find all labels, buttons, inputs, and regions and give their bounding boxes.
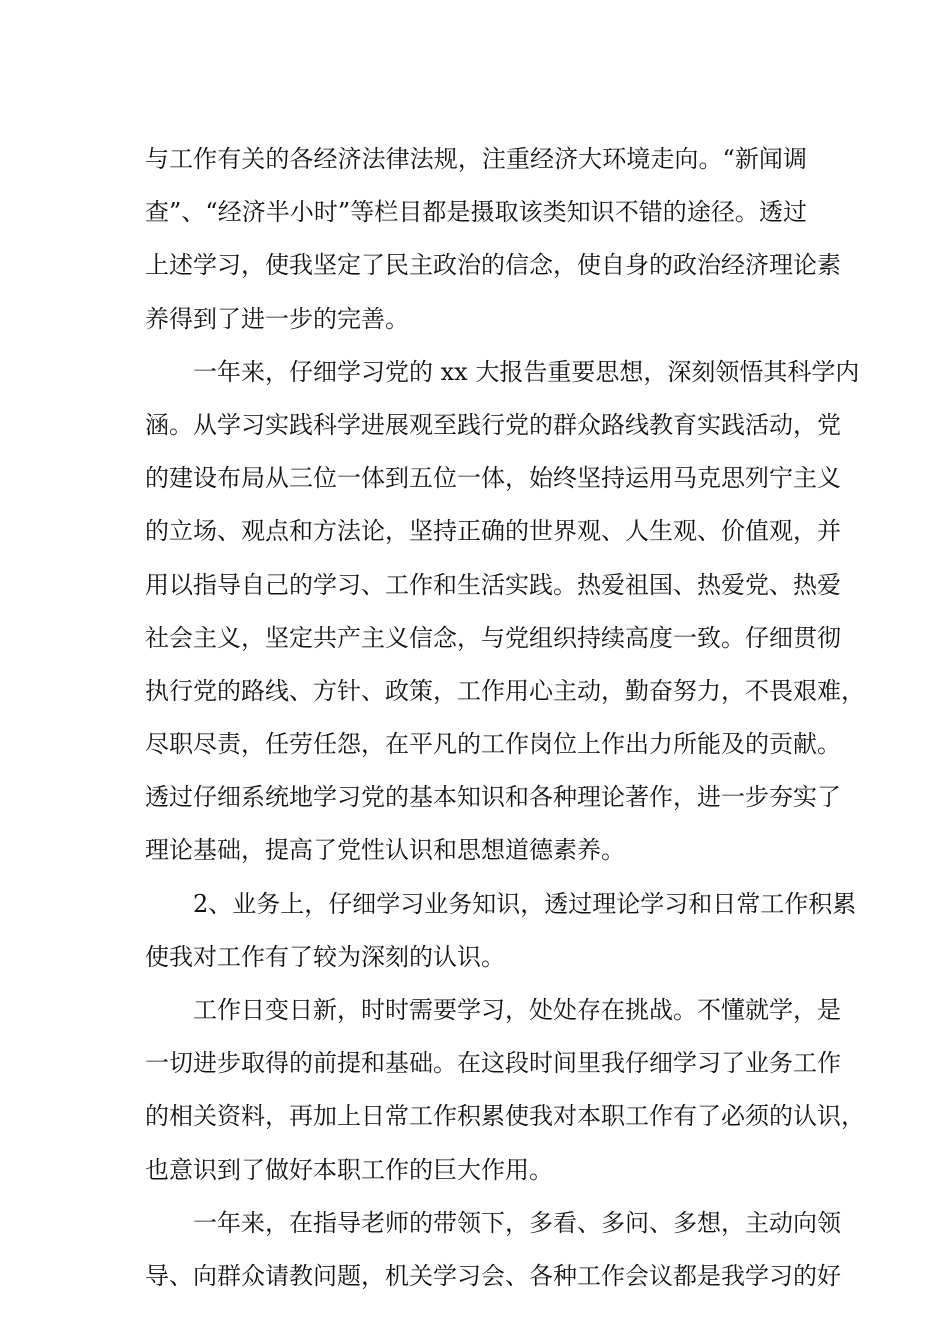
text-line: 与工作有关的各经济法律法规，注重经济大环境走向。“新闻调	[145, 145, 807, 173]
text-line: 使我对工作有了较为深刻的认识。	[145, 942, 505, 971]
paragraph-first-line: 2、业务上，仔细学习业务知识，透过理论学习和日常工作积累	[193, 889, 857, 918]
text-line: 用以指导自己的学习、工作和生活实践。热爱祖国、热爱党、热爱	[145, 570, 841, 599]
text-line: 执行党的路线、方针、政策，工作用心主动，勤奋努力，不畏艰难，	[145, 676, 865, 705]
text-line: 的相关资料，再加上日常工作积累使我对本职工作有了必须的认识，	[145, 1102, 865, 1131]
text-line: 养得到了进一步的完善。	[145, 304, 409, 333]
text-line: 的立场、观点和方法论，坚持正确的世界观、人生观、价值观，并	[145, 517, 841, 546]
text-line: 透过仔细系统地学习党的基本知识和各种理论著作，进一步夯实了	[145, 783, 841, 812]
body-text	[145, 133, 865, 1303]
text-line: 查”、“经济半小时”等栏目都是摄取该类知识不错的途径。透过	[145, 198, 807, 227]
paragraph-first-line: 工作日变日新，时时需要学习，处处存在挑战。不懂就学，是	[193, 996, 841, 1024]
paragraph-first-line: 一年来，仔细学习党的 xx 大报告重要思想，深刻领悟其科学内	[193, 357, 860, 386]
text-line: 上述学习，使我坚定了民主政治的信念，使自身的政治经济理论素	[145, 251, 841, 280]
paragraph-first-line: 一年来，在指导老师的带领下，多看、多问、多想，主动向领	[193, 1208, 841, 1237]
text-line: 尽职尽责，任劳任怨，在平凡的工作岗位上作出力所能及的贡献。	[145, 730, 841, 759]
text-line: 一切进步取得的前提和基础。在这段时间里我仔细学习了业务工作	[145, 1049, 841, 1078]
text-line: 的建设布局从三位一体到五位一体，始终坚持运用马克思列宁主义	[145, 464, 841, 493]
text-line: 也意识到了做好本职工作的巨大作用。	[145, 1155, 553, 1184]
text-line: 导、向群众请教问题，机关学习会、各种工作会议都是我学习的好	[145, 1261, 841, 1290]
text-line: 理论基础，提高了党性认识和思想道德素养。	[145, 836, 625, 865]
text-line: 涵。从学习实践科学进展观至践行党的群众路线教育实践活动，党	[145, 410, 841, 439]
text-line: 社会主义，坚定共产主义信念，与党组织持续高度一致。仔细贯彻	[145, 623, 841, 652]
